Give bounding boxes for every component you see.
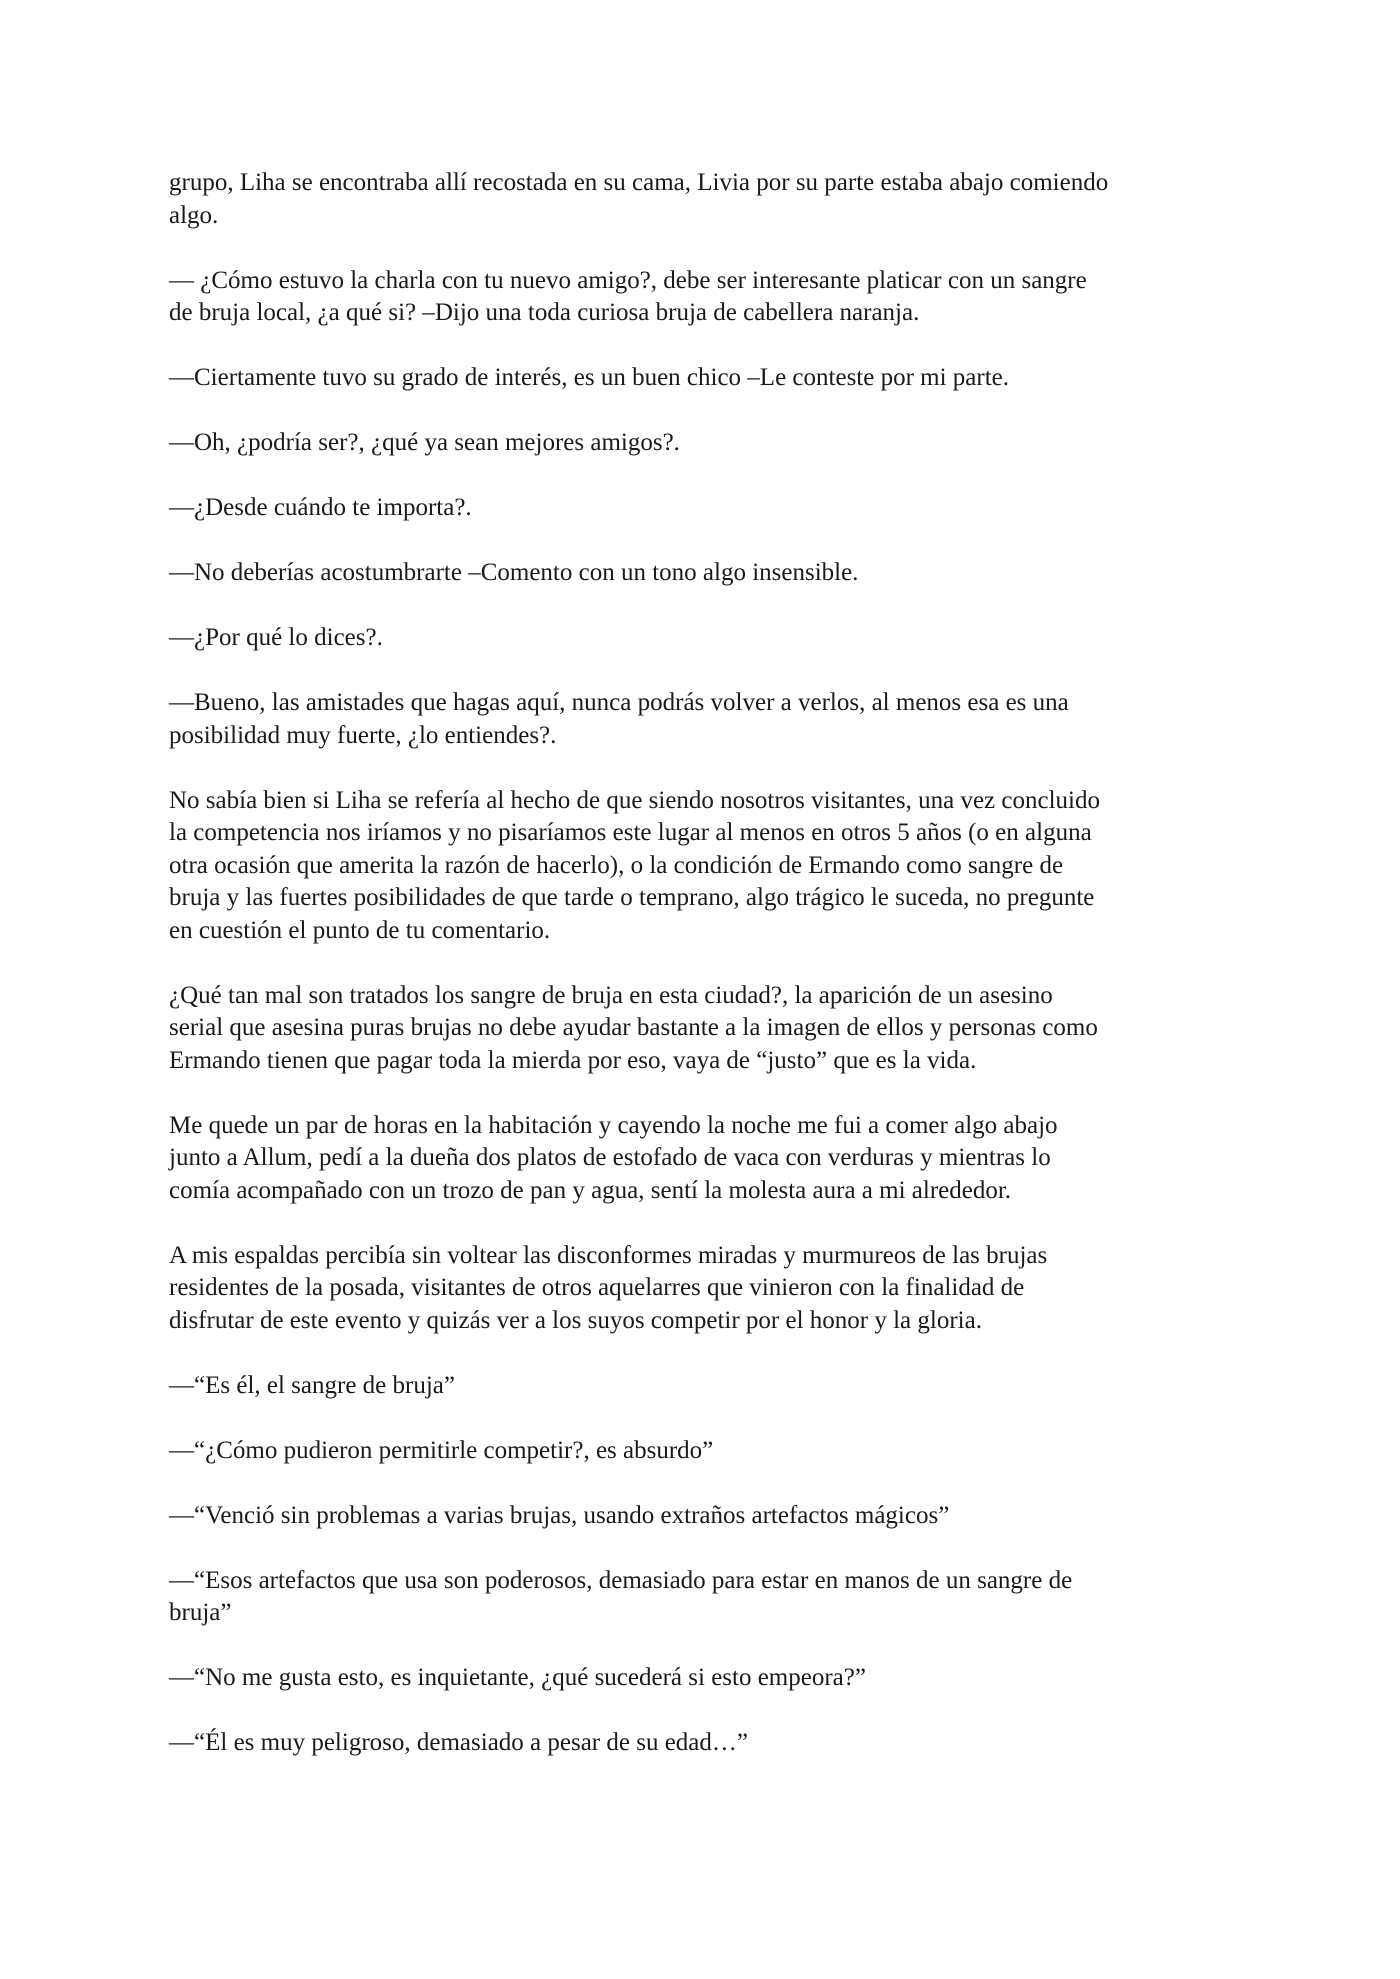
text-line: bruja” <box>169 1599 232 1626</box>
text-line: Ermando tienen que pagar toda la mierda por eso, vaya de “justo” que es la vida. <box>169 1046 977 1074</box>
paragraph <box>169 622 1239 655</box>
text-line: otra ocasión que amerita la razón de hacerlo), o la condición de Ermando como sangre de <box>169 851 1064 879</box>
text-line: —“Él es muy peligroso, demasiado a pesar de su edad…” <box>169 1729 748 1756</box>
text-line: —Oh, ¿podría ser?, ¿qué ya sean mejores amigos?. <box>169 429 680 456</box>
text-line: bruja y las fuertes posibilidades de que tarde o temprano, algo trágico le suceda, no pregunte <box>169 884 1095 911</box>
text-line: en cuestión el punto de tu comentario. <box>169 916 551 944</box>
text-line: la competencia nos iríamos y no pisaríamos este lugar al menos en otros 5 años (o en alguna <box>169 819 1092 846</box>
paragraph <box>169 1500 1239 1533</box>
paragraph <box>169 1370 1239 1403</box>
text-line: Me quede un par de horas en la habitación y cayendo la noche me fui a comer algo abajo <box>169 1111 1058 1139</box>
text-line: —No deberías acostumbrarte –Comento con un tono algo insensible. <box>169 559 859 586</box>
paragraph <box>169 1435 1239 1468</box>
text-line: —“Esos artefactos que usa son poderosos, demasiado para estar en manos de un sangre de <box>169 1566 1073 1594</box>
document-body <box>169 167 1239 1792</box>
text-line: —“¿Cómo pudieron permitirle competir?, es absurdo” <box>169 1436 714 1464</box>
paragraph <box>169 427 1239 460</box>
text-line: disfrutar de este evento y quizás ver a los suyos competir por el honor y la gloria. <box>169 1306 982 1334</box>
paragraph <box>169 980 1239 1078</box>
paragraph <box>169 557 1239 590</box>
text-line: —“No me gusta esto, es inquietante, ¿qué sucederá si esto empeora?” <box>169 1664 866 1691</box>
paragraph <box>169 167 1239 232</box>
text-line: algo. <box>169 201 219 229</box>
paragraph <box>169 1240 1239 1338</box>
text-line: —“Es él, el sangre de bruja” <box>169 1371 455 1399</box>
text-line: comía acompañado con un trozo de pan y agua, sentí la molesta aura a mi alrededor. <box>169 1176 1012 1204</box>
text-line: A mis espaldas percibía sin voltear las disconformes miradas y murmureos de las brujas <box>169 1241 1048 1269</box>
text-line: residentes de la posada, visitantes de otros aquelarres que vinieron con la finalidad de <box>169 1274 1025 1301</box>
text-line: —Bueno, las amistades que hagas aquí, nunca podrás volver a verlos, al menos esa es una <box>169 689 1069 716</box>
paragraph <box>169 362 1239 395</box>
text-line: ¿Qué tan mal son tratados los sangre de bruja en esta ciudad?, la aparición de un asesino <box>169 981 1053 1009</box>
paragraph <box>169 687 1239 752</box>
paragraph <box>169 1662 1239 1695</box>
paragraph <box>169 265 1239 330</box>
text-line: —Ciertamente tuvo su grado de interés, es un buen chico –Le conteste por mi parte. <box>169 364 1010 391</box>
text-line: —“Venció sin problemas a varias brujas, usando extraños artefactos mágicos” <box>169 1501 950 1529</box>
paragraph <box>169 785 1239 948</box>
text-line: de bruja local, ¿a qué si? –Dijo una toda curiosa bruja de cabellera naranja. <box>169 299 920 326</box>
paragraph <box>169 1565 1239 1630</box>
text-line: junto a Allum, pedí a la dueña dos platos de estofado de vaca con verduras y mientras lo <box>169 1144 1051 1171</box>
paragraph <box>169 1727 1239 1760</box>
text-line: posibilidad muy fuerte, ¿lo entiendes?. <box>169 721 557 749</box>
text-line: —¿Desde cuándo te importa?. <box>169 494 472 521</box>
text-line: —¿Por qué lo dices?. <box>169 624 383 651</box>
paragraph <box>169 492 1239 525</box>
text-line: — ¿Cómo estuvo la charla con tu nuevo amigo?, debe ser interesante platicar con un sangre <box>169 266 1087 294</box>
text-line: grupo, Liha se encontraba allí recostada en su cama, Livia por su parte estaba abajo comiendo <box>169 169 1109 196</box>
text-line: No sabía bien si Liha se refería al hecho de que siendo nosotros visitantes, una vez concluido <box>169 786 1100 814</box>
text-line: serial que asesina puras brujas no debe ayudar bastante a la imagen de ellos y personas como <box>169 1014 1098 1041</box>
paragraph <box>169 1110 1239 1208</box>
